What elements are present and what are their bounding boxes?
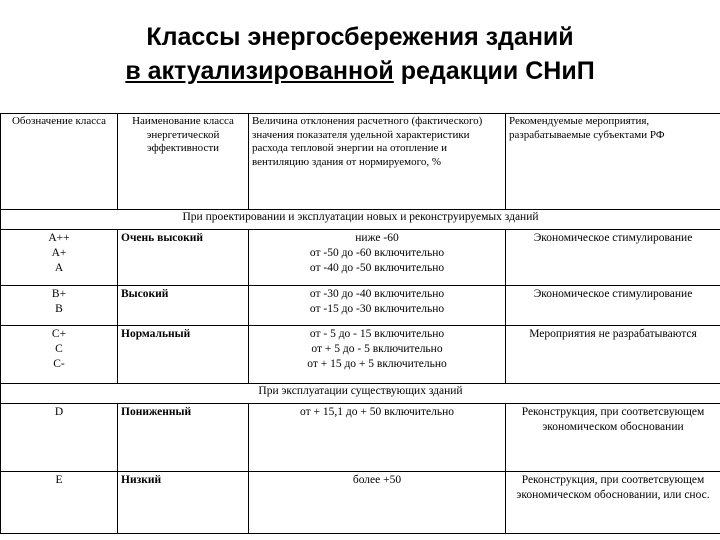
class-name-cell: Низкий	[118, 472, 249, 534]
deviation-value: от + 15,1 до + 50 включительно	[300, 406, 454, 418]
title-rest-part: редакции СНиП	[393, 57, 595, 85]
class-cell	[1, 326, 118, 384]
class-code: C	[55, 343, 63, 355]
title-line-2	[0, 54, 720, 88]
deviation-value: от -50 до -60 включительно	[309, 247, 445, 259]
deviation-value: от -15 до -30 включительно	[309, 303, 445, 315]
deviation-cell	[249, 472, 506, 534]
section-row-existing-buildings	[1, 384, 720, 404]
class-name-cell: Очень высокий	[118, 230, 249, 286]
class-name-cell: Нормальный	[118, 326, 249, 384]
class-code: C+	[51, 328, 67, 340]
recommendation-cell: Экономическое стимулирование	[506, 230, 720, 286]
class-name-cell: Пониженный	[118, 404, 249, 472]
deviation-value: более +50	[352, 474, 402, 486]
class-cell	[1, 472, 118, 534]
deviation-cell	[249, 230, 506, 286]
deviation-value: от + 15 до + 5 включительно	[307, 358, 447, 370]
deviation-value: от -40 до -50 включительно	[309, 262, 445, 274]
page-title	[0, 20, 720, 88]
recommendation-cell: Реконструкция, при соответсвующем экономическом обосновании	[506, 404, 720, 472]
table-header-row	[1, 114, 720, 210]
deviation-cell	[249, 404, 506, 472]
deviation-value: от + 5 до - 5 включительно	[311, 343, 443, 355]
recommendation-cell: Реконструкция, при соответсвующем экономическом обосновании, или снос.	[506, 472, 720, 534]
title-underlined-part: в актуализированной	[125, 57, 394, 85]
class-code: B+	[51, 288, 67, 300]
class-code: A++	[48, 232, 70, 244]
table-row	[1, 230, 720, 286]
class-code: A+	[51, 247, 67, 259]
deviation-value: от - 5 до - 15 включительно	[309, 328, 445, 340]
class-name-cell: Высокий	[118, 286, 249, 326]
table-row	[1, 404, 720, 472]
class-code: D	[54, 406, 64, 418]
header-deviation: Величина отклонения расчетного (фактического) значения показателя удельной характеристики расхода тепловой энергии на отопление и вентиляцию здания от нормируемого, %	[249, 114, 506, 210]
section-row-new-buildings	[1, 210, 720, 230]
table-row	[1, 286, 720, 326]
header-class-name: Наименование класса энергетической эффективности	[118, 114, 249, 210]
deviation-value: ниже -60	[355, 232, 399, 244]
class-code: E	[55, 474, 63, 486]
energy-class-table	[0, 113, 720, 534]
recommendation-cell: Мероприятия не разрабатываются	[506, 326, 720, 384]
header-class-designation: Обозначение класса	[1, 114, 118, 210]
section-label: При проектировании и эксплуатации новых и реконструируемых зданий	[1, 210, 720, 230]
class-cell	[1, 404, 118, 472]
deviation-cell	[249, 286, 506, 326]
class-cell	[1, 286, 118, 326]
recommendation-cell: Экономическое стимулирование	[506, 286, 720, 326]
class-cell	[1, 230, 118, 286]
class-code: B	[55, 303, 63, 315]
table-row	[1, 326, 720, 384]
table-row	[1, 472, 720, 534]
deviation-cell	[249, 326, 506, 384]
header-recommended-measures: Рекомендуемые мероприятия, разрабатываемые субъектами РФ	[506, 114, 720, 210]
deviation-value: от -30 до -40 включительно	[309, 288, 445, 300]
section-label: При эксплуатации существующих зданий	[1, 384, 720, 404]
class-code: C-	[53, 358, 65, 370]
class-code: A	[54, 262, 64, 274]
title-line-1: Классы энергосбережения зданий	[146, 23, 574, 51]
